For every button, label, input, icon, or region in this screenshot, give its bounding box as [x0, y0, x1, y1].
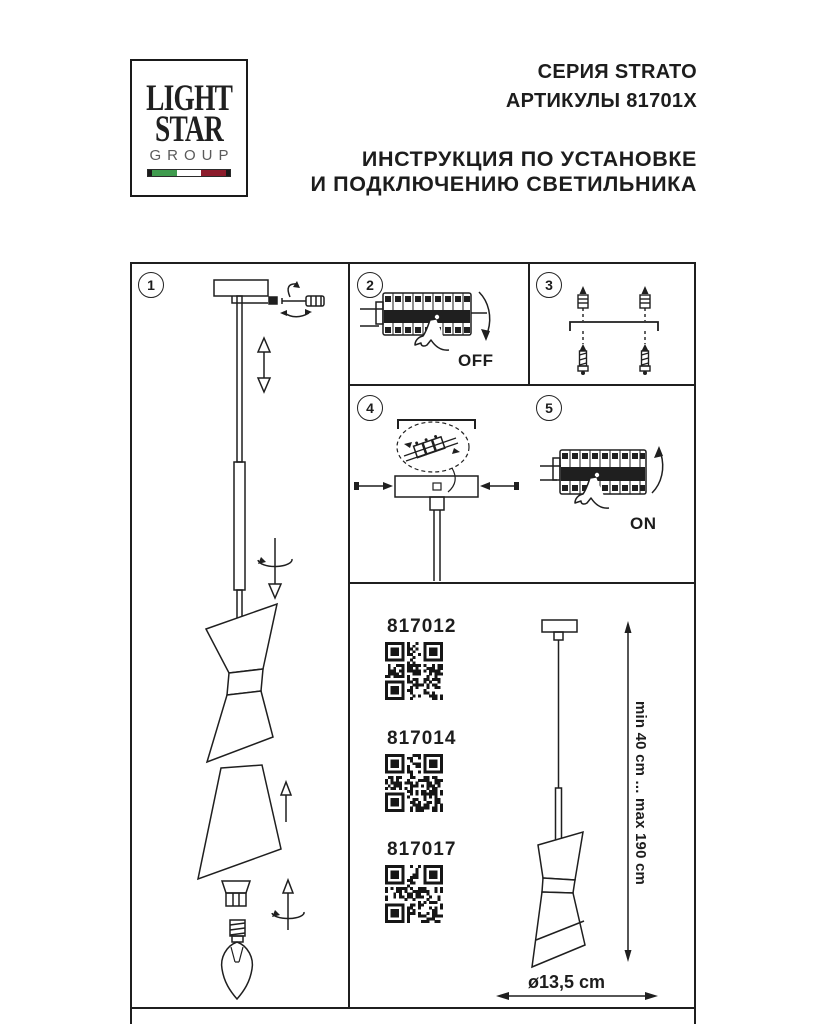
- article-code-817014: 817014: [387, 728, 457, 749]
- step-4-number: 4: [366, 400, 374, 416]
- breaker-on-drawing: [529, 385, 696, 583]
- instruction-title-line2: И ПОДКЛЮЧЕНИЮ СВЕТИЛЬНИКА: [310, 172, 697, 196]
- diameter-label: ø13,5 cm: [528, 972, 606, 992]
- breaker-on-label: ON: [630, 514, 657, 533]
- step-2-number: 2: [366, 277, 374, 293]
- step-3-number: 3: [545, 277, 553, 293]
- step-5-number: 5: [545, 400, 553, 416]
- brand-word-light: LIGHT: [145, 78, 233, 119]
- instruction-title-line1: ИНСТРУКЦИЯ ПО УСТАНОВКЕ: [361, 147, 697, 171]
- brand-word-star: STAR: [154, 109, 224, 150]
- flag-red-segment: [201, 170, 226, 176]
- flag-green-segment: [152, 170, 177, 176]
- canopy-mounting-drawing: [349, 385, 529, 583]
- italian-flag-bar: [147, 169, 231, 177]
- flag-cap-right: [226, 170, 230, 176]
- wall-plugs-drawing: [529, 262, 696, 385]
- series-title: СЕРИЯ STRATO: [537, 61, 697, 83]
- header-block: [311, 58, 697, 197]
- breaker-off-label: OFF: [458, 351, 494, 370]
- lightstar-logo: [130, 59, 248, 197]
- pendant-assembly-drawing: [130, 262, 349, 1008]
- breaker-off-drawing: [349, 262, 529, 385]
- step-1-number: 1: [147, 277, 155, 293]
- flag-white-segment: [177, 170, 202, 176]
- articles-subtitle: АРТИКУЛЫ 81701X: [505, 90, 697, 112]
- height-range-label: min 40 cm ... max 190 cm: [632, 701, 649, 886]
- article-code-817012: 817012: [387, 616, 457, 637]
- article-code-817017: 817017: [387, 839, 457, 860]
- brand-word-group: GROUP: [149, 147, 235, 164]
